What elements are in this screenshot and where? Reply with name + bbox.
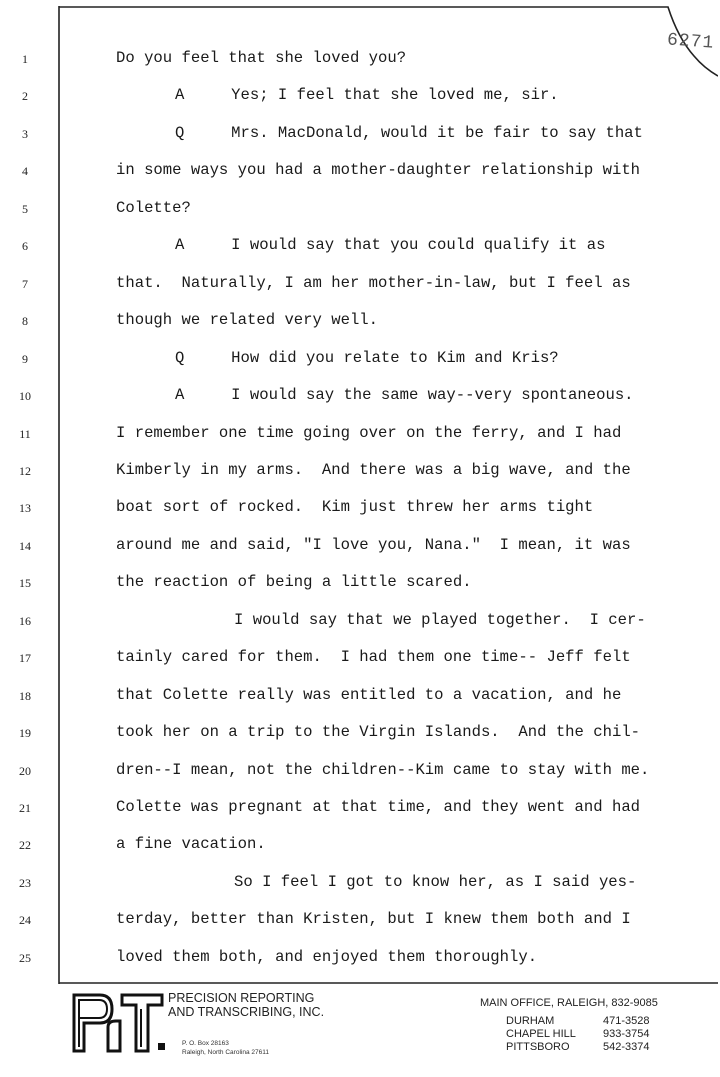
office-city: PITTSBORO	[506, 1041, 570, 1053]
line-number: 4	[22, 164, 28, 179]
transcript-line: loved them both, and enjoyed them thoroughly.	[116, 947, 538, 966]
transcript-line: Colette was pregnant at that time, and they went and had	[116, 798, 641, 816]
pt-logo	[70, 991, 168, 1053]
transcript-line: A I would say the same way--very spontaneous.	[175, 386, 634, 405]
line-number: 18	[19, 688, 31, 703]
office-city: DURHAM	[506, 1015, 555, 1027]
line-number: 23	[19, 875, 31, 890]
line-number: 7	[22, 276, 28, 291]
company-line-1: PRECISION REPORTING	[168, 991, 315, 1005]
transcript-line: around me and said, "I love you, Nana." I mean, it was	[116, 535, 631, 554]
transcript-line: in some ways you had a mother-daughter relationship with	[116, 161, 641, 180]
transcript-line: I would say that we played together. I cer-	[234, 610, 646, 629]
line-number: 19	[19, 726, 31, 741]
line-number: 11	[19, 426, 31, 441]
transcript-line: Q How did you relate to Kim and Kris?	[175, 348, 559, 367]
main-office: MAIN OFFICE, RALEIGH, 832-9085	[480, 997, 658, 1009]
transcript-line: the reaction of being a little scared.	[116, 573, 472, 592]
transcript-line: Kimberly in my arms. And there was a big wave, and the	[116, 460, 631, 479]
line-number: 2	[22, 89, 28, 104]
line-number: 13	[19, 501, 31, 516]
line-number: 9	[22, 351, 28, 366]
transcript-line: Do you feel that she loved you?	[116, 49, 407, 67]
line-number: 3	[22, 126, 28, 141]
company-name	[168, 991, 324, 1019]
line-number: 1	[22, 52, 28, 66]
office-city: CHAPEL HILL	[506, 1028, 576, 1040]
line-number: 10	[19, 389, 31, 404]
line-number: 25	[19, 950, 31, 965]
transcript-line: dren--I mean, not the children--Kim came to stay with me.	[116, 760, 650, 779]
transcript-line: Colette?	[116, 198, 191, 217]
office-phone: 933-3754	[603, 1028, 650, 1040]
transcript-line: though we related very well.	[116, 311, 379, 330]
transcript-line: a fine vacation.	[116, 835, 266, 854]
footer	[0, 985, 720, 1077]
line-number: 16	[19, 613, 31, 628]
line-number: 8	[22, 314, 28, 329]
line-number: 6	[22, 239, 28, 254]
office-phone: 542-3374	[603, 1041, 650, 1053]
company-line-2: AND TRANSCRIBING, INC.	[168, 1005, 325, 1019]
line-number: 17	[19, 651, 31, 666]
transcript-line: So I feel I got to know her, as I said yes-	[234, 872, 637, 891]
transcript-line: took her on a trip to the Virgin Islands. And the chil-	[116, 723, 641, 742]
line-number: 15	[19, 576, 31, 591]
transcript-line: A I would say that you could qualify it as	[175, 236, 606, 255]
line-number: 22	[19, 838, 31, 853]
line-number: 21	[19, 801, 31, 815]
pobox-line-1: P. O. Box 28163	[182, 1040, 229, 1047]
page-number-stamp: 6271	[666, 30, 715, 54]
line-number: 24	[19, 913, 31, 928]
transcript-line: terday, better than Kristen, but I knew them both and I	[116, 910, 631, 929]
transcript-line: Q Mrs. MacDonald, would it be fair to say that	[175, 123, 643, 142]
line-number: 14	[19, 538, 31, 553]
office-list	[480, 997, 658, 1053]
transcript-line: that. Naturally, I am her mother-in-law, but I feel as	[116, 273, 631, 292]
pobox-line-2: Raleigh, North Carolina 27611	[182, 1049, 269, 1056]
transcript-line: that Colette really was entitled to a vacation, and he	[116, 685, 622, 704]
company-address	[182, 1039, 269, 1057]
office-phone: 471-3528	[603, 1015, 650, 1027]
line-number-column	[0, 0, 58, 980]
transcript-line: A Yes; I feel that she loved me, sir.	[175, 86, 559, 105]
transcript-line: I remember one time going over on the ferry, and I had	[116, 423, 622, 442]
line-number: 20	[19, 763, 31, 778]
line-number: 5	[22, 201, 28, 216]
transcript-line: boat sort of rocked. Kim just threw her arms tight	[116, 498, 594, 517]
transcript-line: tainly cared for them. I had them one time-- Jeff felt	[116, 648, 631, 667]
line-number: 12	[19, 463, 31, 478]
